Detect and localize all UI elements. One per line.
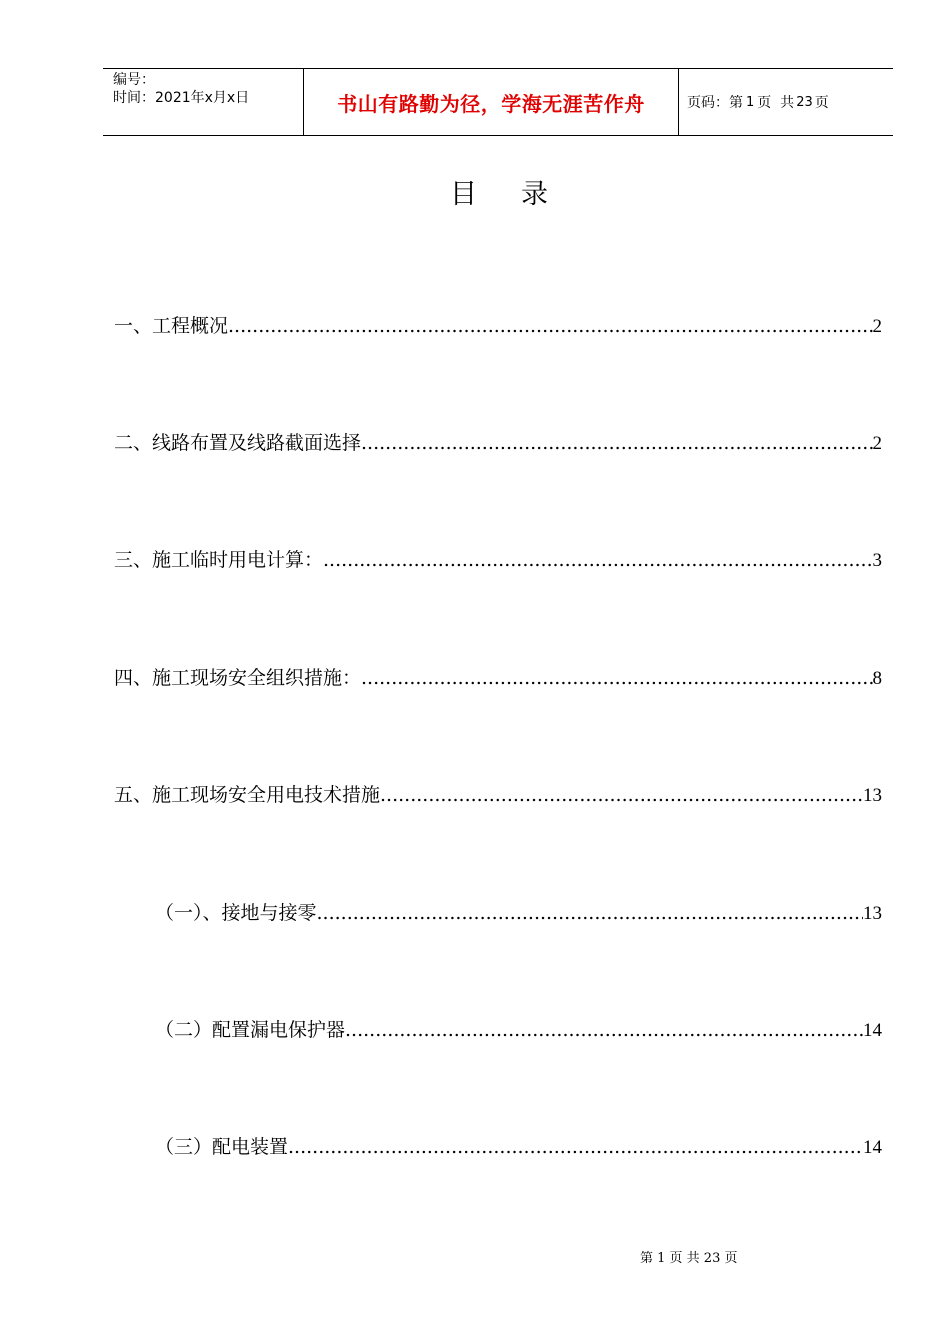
toc-page: 13	[863, 903, 882, 924]
page-mid: 页 共	[757, 95, 795, 111]
page-current: 1	[746, 94, 755, 110]
toc-label: （三）配电装置	[155, 1136, 289, 1158]
toc-entry[interactable]	[155, 900, 882, 926]
toc-label: 三、施工临时用电计算：	[114, 549, 324, 571]
toc-leader	[323, 547, 872, 573]
footer-page-number: 第 1 页 共 23 页	[640, 1251, 738, 1266]
toc-entry[interactable]	[155, 1134, 882, 1160]
toc-entry[interactable]	[114, 665, 882, 691]
page-prefix: 页码：第	[687, 95, 743, 111]
toc-leader	[228, 313, 872, 339]
toc-leader	[361, 665, 872, 691]
toc-leader	[345, 1017, 863, 1043]
page-suffix: 页	[814, 95, 829, 111]
toc-leader	[361, 430, 872, 456]
toc-entry[interactable]	[114, 782, 882, 808]
toc-entry[interactable]	[114, 313, 882, 339]
time-label: 时间：2021年x月x日	[113, 90, 250, 106]
page-total: 23	[796, 94, 813, 110]
toc-label: 二、线路布置及线路截面选择	[114, 432, 362, 454]
toc-page: 3	[872, 550, 882, 571]
title-char-left: 目	[450, 179, 477, 210]
toc-label: 五、施工现场安全用电技术措施	[114, 784, 381, 806]
toc-page: 14	[863, 1137, 882, 1158]
toc-entry[interactable]	[155, 1017, 882, 1043]
toc-entry[interactable]	[114, 430, 882, 456]
motto-text: 书山有路勤为径，学海无涯苦作舟	[337, 91, 645, 116]
toc-leader	[380, 782, 863, 808]
toc-label: 四、施工现场安全组织措施：	[114, 667, 362, 689]
toc-page: 14	[863, 1020, 882, 1041]
toc-entry[interactable]	[114, 547, 882, 573]
number-label: 编号：	[113, 72, 155, 88]
toc-page: 2	[872, 433, 882, 454]
toc-page: 2	[872, 316, 882, 337]
toc-leader	[317, 900, 863, 926]
toc-label: 一、工程概况	[114, 315, 229, 337]
toc-label: （一）、接地与接零	[155, 902, 317, 924]
toc-page: 8	[872, 668, 882, 689]
toc-leader	[288, 1134, 863, 1160]
title-char-right: 录	[521, 179, 548, 210]
toc-label: （二）配置漏电保护器	[155, 1019, 346, 1041]
toc-page: 13	[863, 785, 882, 806]
